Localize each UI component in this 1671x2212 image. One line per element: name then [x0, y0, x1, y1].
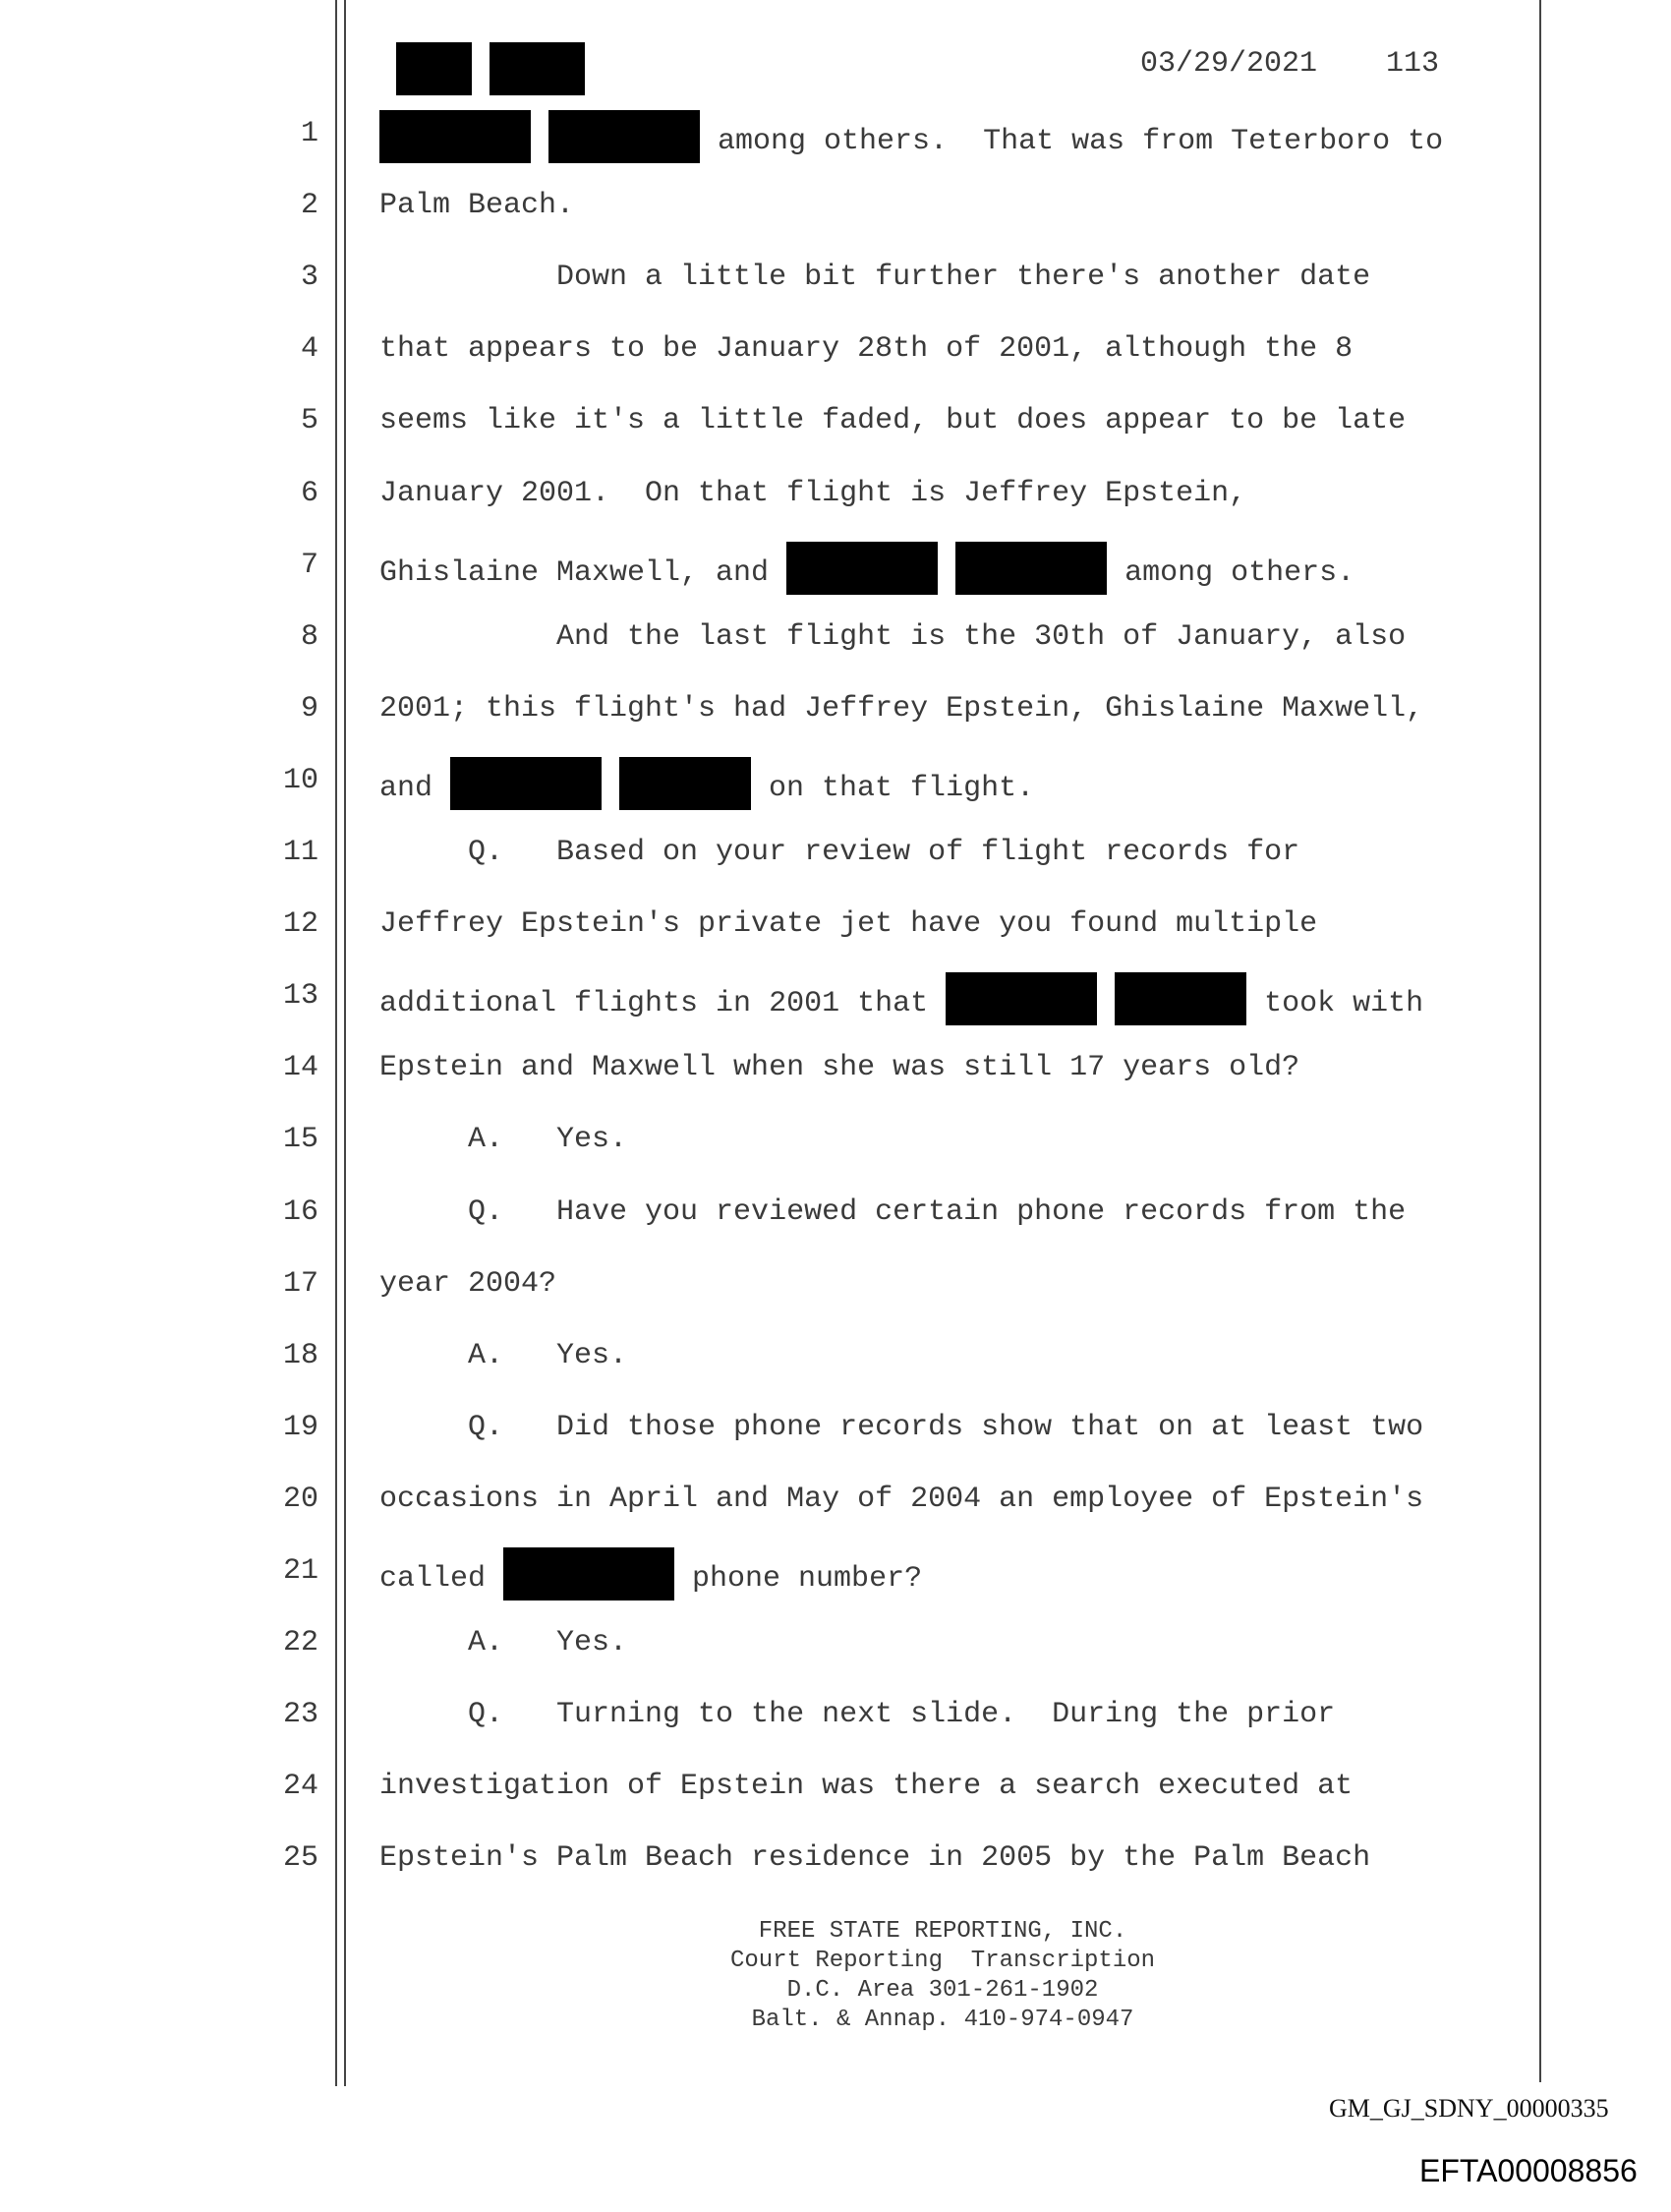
line-text: Epstein's Palm Beach residence in 2005 by the Palm Beach [379, 1841, 1371, 1875]
line-text: took with [1246, 986, 1424, 1020]
line-number: 16 [282, 1195, 318, 1229]
line-text: phone number? [674, 1561, 923, 1596]
transcript-line [379, 1480, 1423, 1519]
transcript-line [379, 546, 1354, 599]
transcript-line [379, 976, 1423, 1029]
line-text: additional flights in 2001 that [379, 986, 947, 1020]
line-text: and [379, 771, 451, 805]
line-number: 13 [282, 979, 318, 1013]
footer-services: Court Reporting Transcription [729, 1948, 1156, 1974]
redaction-box [379, 110, 531, 163]
line-number: 8 [300, 620, 318, 654]
line-number: 1 [300, 117, 318, 150]
efta-number: EFTA00008856 [1419, 2153, 1638, 2188]
transcript-line [379, 761, 1034, 814]
line-number: 12 [282, 907, 318, 941]
line-text: Palm Beach. [379, 189, 575, 222]
line-text: A. Yes. [379, 1123, 628, 1156]
transcript-line [379, 1193, 1406, 1232]
line-text: occasions in April and May of 2004 an employee of Epstein's [379, 1483, 1424, 1516]
line-number: 9 [300, 692, 318, 726]
line-number: 10 [282, 764, 318, 797]
line-text: among others. [1107, 555, 1355, 590]
left-margin-rule-inner [344, 0, 346, 2086]
redaction-box [450, 757, 602, 810]
transcript-line [379, 1048, 1299, 1087]
line-text [1097, 987, 1115, 1020]
line-number: 7 [300, 549, 318, 582]
transcript-line [379, 114, 1443, 167]
line-text: And the last flight is the 30th of January, also [379, 620, 1407, 654]
transcript-line [379, 833, 1299, 872]
line-number: 14 [282, 1051, 318, 1084]
transcript-line [379, 258, 1370, 297]
transcript-line [379, 1623, 627, 1662]
line-text [531, 125, 548, 158]
line-number: 6 [300, 477, 318, 510]
transcript-line [379, 1838, 1370, 1878]
transcript-line [379, 1408, 1423, 1447]
line-text: among others. That was from Teterboro to [700, 124, 1444, 158]
redaction-box [786, 542, 938, 595]
line-text: Q. Did those phone records show that on at least two [379, 1411, 1424, 1444]
line-number: 5 [300, 404, 318, 437]
line-number: 11 [282, 836, 318, 869]
redaction-box [1115, 972, 1246, 1025]
redaction-box [946, 972, 1097, 1025]
redaction-box [503, 1547, 674, 1601]
line-number: 25 [282, 1841, 318, 1875]
line-number: 21 [282, 1554, 318, 1588]
right-margin-rule [1539, 0, 1541, 2082]
line-number: 24 [282, 1770, 318, 1803]
reporter-footer [377, 1917, 1508, 2035]
line-number: 20 [282, 1483, 318, 1516]
line-number: 17 [282, 1267, 318, 1301]
transcript-line [379, 1336, 627, 1375]
footer-balt-phone: Balt. & Annap. 410-974-0947 [751, 2007, 1134, 2033]
transcript-line [379, 329, 1353, 369]
line-number: 15 [282, 1123, 318, 1156]
line-number: 19 [282, 1411, 318, 1444]
line-number: 4 [300, 332, 318, 366]
line-text: Q. Based on your review of flight records for [379, 836, 1300, 869]
transcript-line [379, 1695, 1335, 1734]
transcript-line [379, 1767, 1353, 1806]
redaction-box [490, 42, 585, 95]
transcript-line [379, 1551, 922, 1604]
line-number: 22 [282, 1626, 318, 1659]
redaction-box [955, 542, 1107, 595]
redaction-box [619, 757, 751, 810]
line-text: Q. Have you reviewed certain phone records from the [379, 1195, 1407, 1229]
bates-number: GM_GJ_SDNY_00000335 [1329, 2094, 1609, 2123]
transcript-line [379, 1120, 627, 1159]
transcript-line [379, 474, 1246, 513]
line-text: 2001; this flight's had Jeffrey Epstein, Ghislaine Maxwell, [379, 692, 1424, 726]
line-number: 3 [300, 261, 318, 294]
transcript-line [379, 401, 1406, 440]
line-text: Jeffrey Epstein's private jet have you found multiple [379, 907, 1318, 941]
line-text: that appears to be January 28th of 2001, although the 8 [379, 332, 1354, 366]
line-text [938, 556, 955, 590]
line-text: investigation of Epstein was there a search executed at [379, 1770, 1354, 1803]
line-text: Q. Turning to the next slide. During the prior [379, 1698, 1336, 1731]
line-text: January 2001. On that flight is Jeffrey Epstein, [379, 477, 1247, 510]
footer-dc-phone: D.C. Area 301-261-1902 [786, 1977, 1099, 2004]
transcript-line [379, 689, 1423, 728]
footer-company: FREE STATE REPORTING, INC. [758, 1918, 1127, 1945]
line-number: 2 [300, 189, 318, 222]
line-text: called [379, 1561, 504, 1596]
line-text: Down a little bit further there's another date [379, 261, 1371, 294]
transcript-line [379, 904, 1317, 944]
line-text: on that flight. [751, 771, 1035, 805]
redaction-box [548, 110, 700, 163]
transcript-line [379, 1264, 556, 1304]
header-page-number: 113 [1386, 47, 1440, 81]
line-text [602, 772, 619, 805]
line-text: year 2004? [379, 1267, 557, 1301]
line-text: A. Yes. [379, 1339, 628, 1372]
line-number: 18 [282, 1339, 318, 1372]
line-text: Epstein and Maxwell when she was still 17 years old? [379, 1051, 1300, 1084]
line-text: seems like it's a little faded, but does appear to be late [379, 404, 1407, 437]
line-number: 23 [282, 1698, 318, 1731]
line-text: A. Yes. [379, 1626, 628, 1659]
redaction-box [396, 42, 472, 95]
transcript-line [379, 617, 1406, 657]
left-margin-rule-outer [335, 0, 337, 2086]
line-text: Ghislaine Maxwell, and [379, 555, 787, 590]
header-date: 03/29/2021 [1140, 47, 1318, 81]
transcript-line [379, 186, 574, 225]
